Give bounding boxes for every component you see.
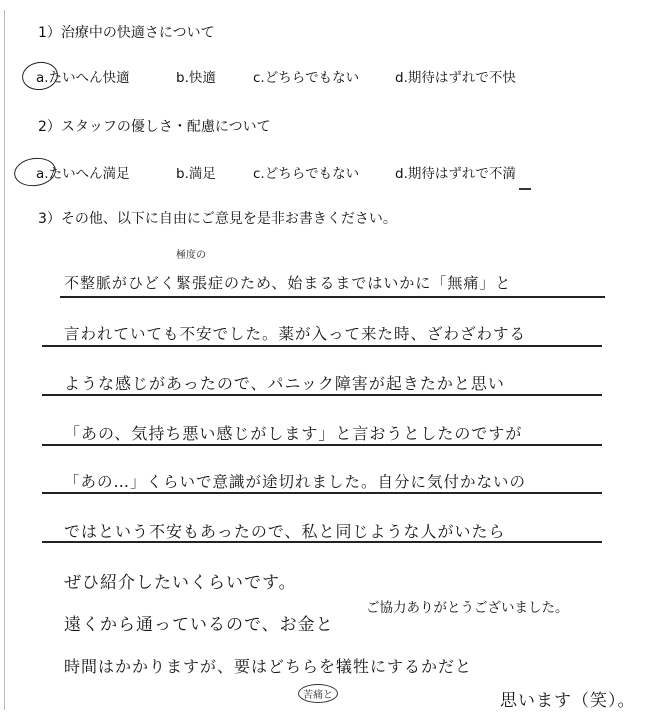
q1-option-b: b.快適 — [176, 70, 216, 86]
left-scan-edge — [4, 10, 5, 710]
rule-line-2 — [42, 345, 602, 347]
rule-line-3 — [42, 394, 602, 396]
hw-line-8: 遠くから通っているので、お金と — [64, 615, 334, 635]
q1-option-a: a.たいへん快適 — [36, 70, 130, 86]
q2-option-d: d.期待はずれで不満 — [395, 166, 516, 182]
hw-line-3: ような感じがあったので、パニック障害が起きたかと思い — [64, 374, 505, 393]
stray-mark — [519, 188, 531, 190]
question-2-title: 2）スタッフの優しさ・配慮について — [38, 119, 271, 135]
rule-line-5 — [42, 492, 602, 494]
question-3-title: 3）その他、以下に自由にご意見を是非お書きください。 — [38, 211, 397, 227]
q2-selection-circle — [12, 155, 57, 189]
hw-line-2: 言われていても不安でした。薬が入って来た時、ざわざわする — [64, 325, 527, 343]
hw-line-7: ぜひ紹介したいくらいです。 — [64, 573, 297, 593]
thank-you-message: ご協力ありがとうございました。 — [366, 600, 569, 616]
q2-option-c: c.どちらでもない — [253, 166, 360, 182]
hw-line-9: 時間はかかりますが、要はどちらを犠牲にするかだと — [64, 657, 473, 676]
q2-option-a: a.たいへん満足 — [36, 166, 130, 182]
hw-line-4: 「あの、気持ち悪い感じがします」と言おうとしたのですが — [64, 424, 523, 443]
insert-note-below: 苦痛と — [298, 684, 338, 703]
rule-line-4 — [42, 444, 602, 446]
hw-line-5: 「あの…」くらいで意識が途切れました。自分に気付かないの — [64, 473, 527, 491]
rule-line-1 — [60, 296, 605, 298]
hw-line-6: ではという不安もあったので、私と同じような人がいたら — [64, 522, 506, 541]
hw-line-10: 思います（笑）。 — [500, 691, 636, 711]
insert-note-above: 極度の — [176, 250, 206, 261]
hw-line-1: 不整脈がひどく緊張症のため、始まるまではいかに「無痛」と — [64, 274, 512, 292]
rule-line-6 — [42, 541, 602, 543]
q1-selection-circle — [20, 60, 60, 93]
q2-option-b: b.満足 — [176, 166, 216, 182]
q1-option-c: c.どちらでもない — [253, 70, 360, 86]
question-1-title: 1）治療中の快適さについて — [38, 25, 215, 41]
q1-option-d: d.期待はずれで不快 — [395, 70, 516, 86]
